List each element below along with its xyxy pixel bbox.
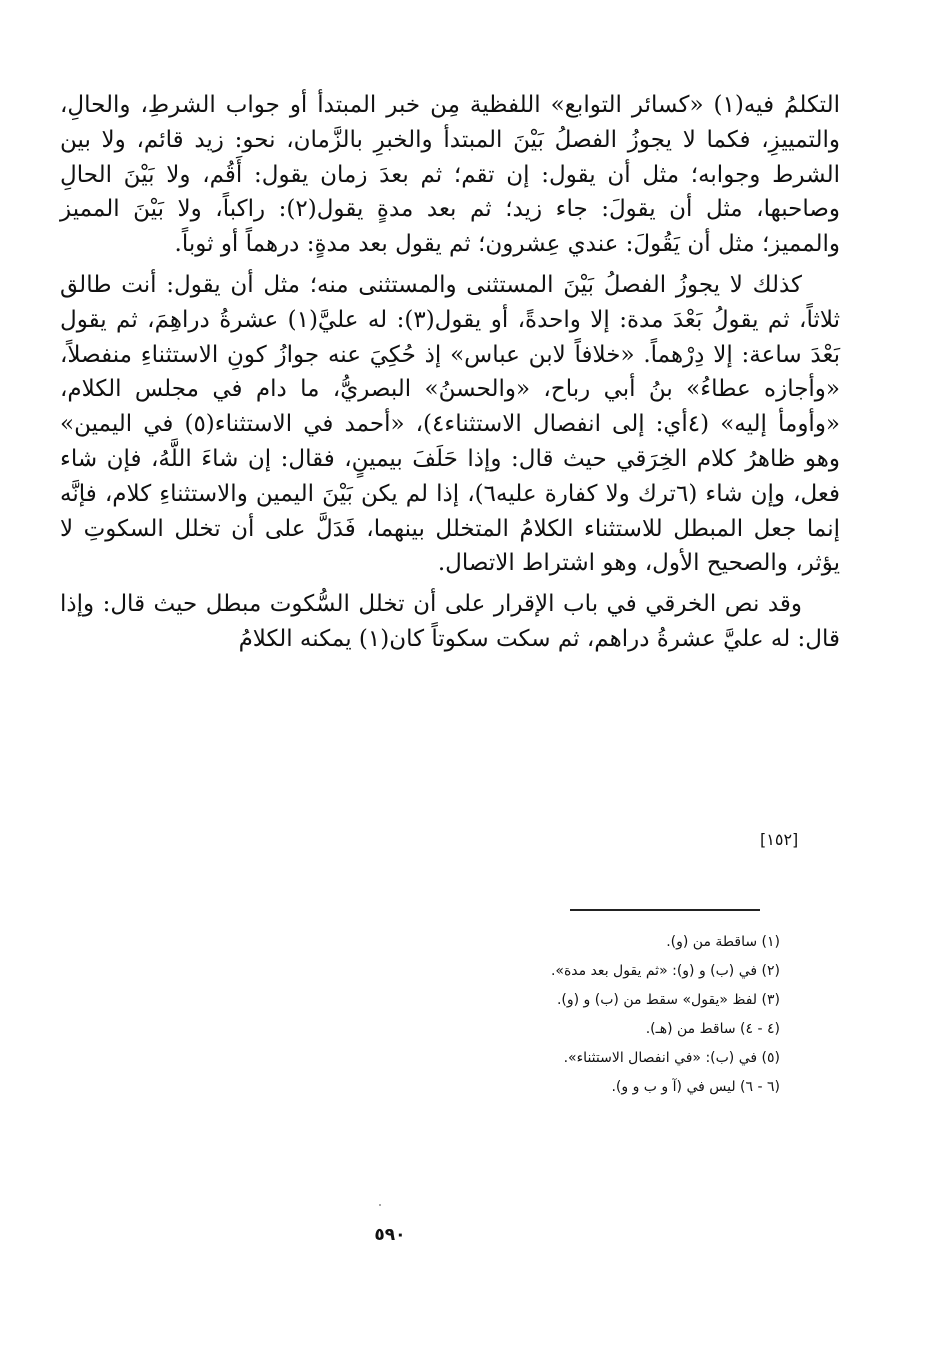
scan-speck	[379, 1204, 381, 1206]
footnotes	[380, 928, 780, 1102]
paragraph-2: كذلك لا يجوزُ الفصلُ بَيْنَ المستثنى والمستثنى منه؛ مثل أن يقول: أنت طالق ثلاثاً، ثم يقولُ بَعْدَ مدة: إلا واحدةً، أو يقول(٣): له عليَّ(١) عشرةُ دراهِمَ، ثم يقول بَعْدَ ساعة: إلا دِرْهماً. «خلافاً لابن عباس» إذ حُكِيَ عنه جوازُ كونِ الاستثناءِ منفصلاً، «وأجازه عطاءُ» بنُ أبي رباح، «والحسنُ» البصريُّ، ما دام في مجلس الكلام، «وأومأ إليه» (٤أي: إلى انفصال الاستثناء٤)، «أحمد في الاستثناء(٥) في اليمين» وهو ظاهرُ كلام الخِرَقي حيث قال: وإذا حَلَفَ بيمينٍ، فقال: إن شاءَ اللَّهُ، فإن شاء فعل، وإن شاء (٦ترك ولا كفارة عليه٦)، إذا لم يكن بَيْنَ اليمين والاستثناءِ كلام، فإنَّه إنما جعل المبطل للاستثناء الكلامُ المتخلل بينهما، فَدَلَّ على أن تخلل السكوتِ لا يؤثر، والصحيح الأول، وهو اشتراط الاتصال.	[60, 271, 841, 577]
paragraph-3: وقد نص الخرقي في باب الإقرار على أن تخلل السُّكوت مبطل حيث قال: وإذا قال: له عليَّ عشرةُ دراهم، ثم سكت سكوتاً كان(١) يمكنه الكلامُ	[60, 591, 840, 652]
footnote-3: (٣) لفظ «يقول» سقط من (ب) و (و).	[556, 992, 780, 1008]
page-number: ٥٩٠	[374, 1225, 406, 1245]
footnote-1: (١) ساقطة من (و).	[666, 934, 780, 950]
paragraph-1: التكلمُ فيه(١) «كسائر التوابع» اللفظية مِن خبر المبتدأ أو جواب الشرطِ، والحالِ، والتمييزِ، فكما لا يجوزُ الفصلُ بَيْنَ المبتدأ والخبرِ بالزَّمان، نحو: زيد قائم، ولا بين الشرط وجوابه؛ مثل أن يقول: إن تقم؛ ثم بعدَ زمان يقول: أَقُم، ولا بَيْنَ الحالِ وصاحبها، مثل أن يقولَ: جاء زيد؛ ثم بعد مدةٍ يقول(٢): راكباً، ولا بَيْنَ المميز والمميز؛ مثل أن يَقُولَ: عندي عِشرون؛ ثم يقول بعد مدةٍ: درهماً أو ثوباً.	[60, 92, 841, 258]
margin-page-reference: [١٥٢]	[760, 830, 799, 849]
footnote-5: (٥) في (ب): «في انفصال الاستثناء».	[563, 1050, 780, 1066]
footnote-2: (٢) في (ب) و (و): «ثم يقول بعد مدة».	[550, 963, 780, 979]
main-text	[60, 88, 840, 657]
footnote-6: (٦ - ٦) ليس في (آ و ب و و).	[611, 1079, 780, 1095]
footnote-4: (٤ - ٤) ساقط من (هـ).	[645, 1021, 780, 1037]
footnote-separator	[570, 909, 760, 911]
